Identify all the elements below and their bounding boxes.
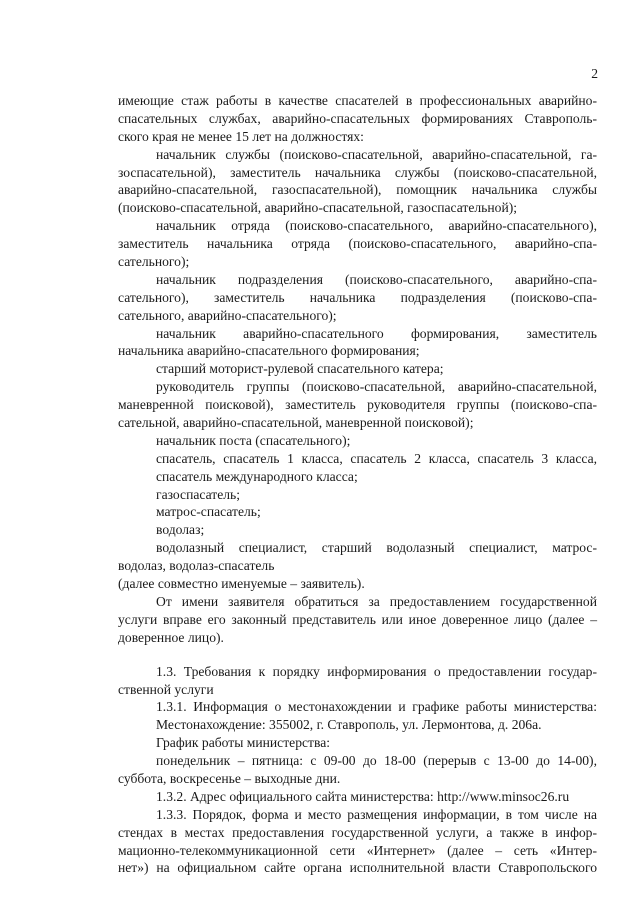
text-line: услуги вправе его законный представитель или иное доверенное лицо (далее –	[118, 611, 597, 627]
text-line: 1.3.2. Адрес официального сайта министерства: http://www.minsoc26.ru	[156, 788, 570, 804]
text-line: 1.3.3. Порядок, форма и место размещения информации, в том числе на	[156, 806, 597, 822]
text-line: доверенное лицо).	[118, 629, 224, 645]
page-number: 2	[591, 66, 598, 81]
text-line: 1.3.1. Информация о местонахождении и графике работы министерства:	[156, 699, 597, 715]
text-line: водолаз, водолаз-спасатель	[118, 558, 275, 574]
text-line: От имени заявителя обратиться за предоставлением государственной	[156, 593, 597, 609]
text-line: ственной услуги	[118, 681, 214, 697]
text-line: сательного), заместитель начальника подразделения (поисково-спа-	[118, 289, 597, 305]
text-line: сательного);	[118, 254, 190, 270]
text-line: График работы министерства:	[156, 735, 331, 751]
document-body	[118, 92, 597, 877]
text-line: (далее совместно именуемые – заявитель).	[118, 576, 365, 592]
text-line: матрос-спасатель;	[156, 504, 261, 520]
text-line: спасатель, спасатель 1 класса, спасатель 2 класса, спасатель 3 класса,	[156, 450, 597, 466]
text-line: аварийно-спасательной, газоспасательной), помощник начальника службы	[118, 182, 597, 198]
text-line: спасатель международного класса;	[156, 468, 358, 484]
text-line: водолазный специалист, старший водолазный специалист, матрос-	[156, 540, 597, 556]
text-line: руководитель группы (поисково-спасательной, аварийно-спасательной,	[156, 379, 597, 395]
text-line: имеющие стаж работы в качестве спасателей в профессиональных аварийно-	[118, 93, 597, 108]
text-line: начальник отряда (поисково-спасательного, аварийно-спасательного),	[156, 218, 597, 234]
text-line: спасательных службах, аварийно-спасательных формированиях Ставрополь-	[118, 110, 597, 126]
text-line: сательной, аварийно-спасательной, маневренной поисковой);	[118, 415, 474, 431]
text-line: стендах в местах предоставления государственной услуги, а также в инфор-	[118, 824, 597, 840]
text-line: водолаз;	[156, 522, 205, 538]
text-line: Местонахождение: 355002, г. Ставрополь, ул. Лермонтова, д. 206а.	[156, 717, 542, 733]
text-line: начальник поста (спасательного);	[156, 432, 351, 448]
text-line: начальник аварийно-спасательного формирования, заместитель	[156, 325, 597, 341]
text-line: маневренной поисковой), заместитель руководителя группы (поисково-спа-	[118, 397, 597, 413]
text-line: зоспасательной), заместитель начальника службы (поисково-спасательной,	[118, 164, 597, 180]
text-line: (поисково-спасательной, аварийно-спасательной, газоспасательной);	[118, 200, 518, 216]
text-line: начальник службы (поисково-спасательной, аварийно-спасательной, га-	[156, 146, 597, 162]
text-line: нет») на официальном сайте органа исполнительной власти Ставропольского	[118, 860, 597, 876]
text-line: начальника аварийно-спасательного формирования;	[118, 343, 420, 359]
text-line: мационно-телекоммуникационной сети «Интернет» (далее – сеть «Интер-	[118, 842, 597, 858]
text-line: газоспасатель;	[156, 486, 240, 502]
text-line: ского края не менее 15 лет на должностях:	[118, 128, 364, 144]
text-line: 1.3. Требования к порядку информирования о предоставлении государ-	[156, 663, 597, 679]
text-line: заместитель начальника отряда (поисково-спасательного, аварийно-спа-	[118, 236, 597, 252]
paragraph-gap	[118, 647, 597, 663]
text-line: старший моторист-рулевой спасательного катера;	[156, 361, 444, 377]
text-line: начальник подразделения (поисково-спасательного, аварийно-спа-	[156, 271, 597, 287]
text-line: сательного, аварийно-спасательного);	[118, 307, 337, 323]
text-line: понедельник – пятница: с 09-00 до 18-00 (перерыв с 13-00 до 14-00),	[156, 753, 597, 769]
text-line: суббота, воскресенье – выходные дни.	[118, 770, 341, 786]
